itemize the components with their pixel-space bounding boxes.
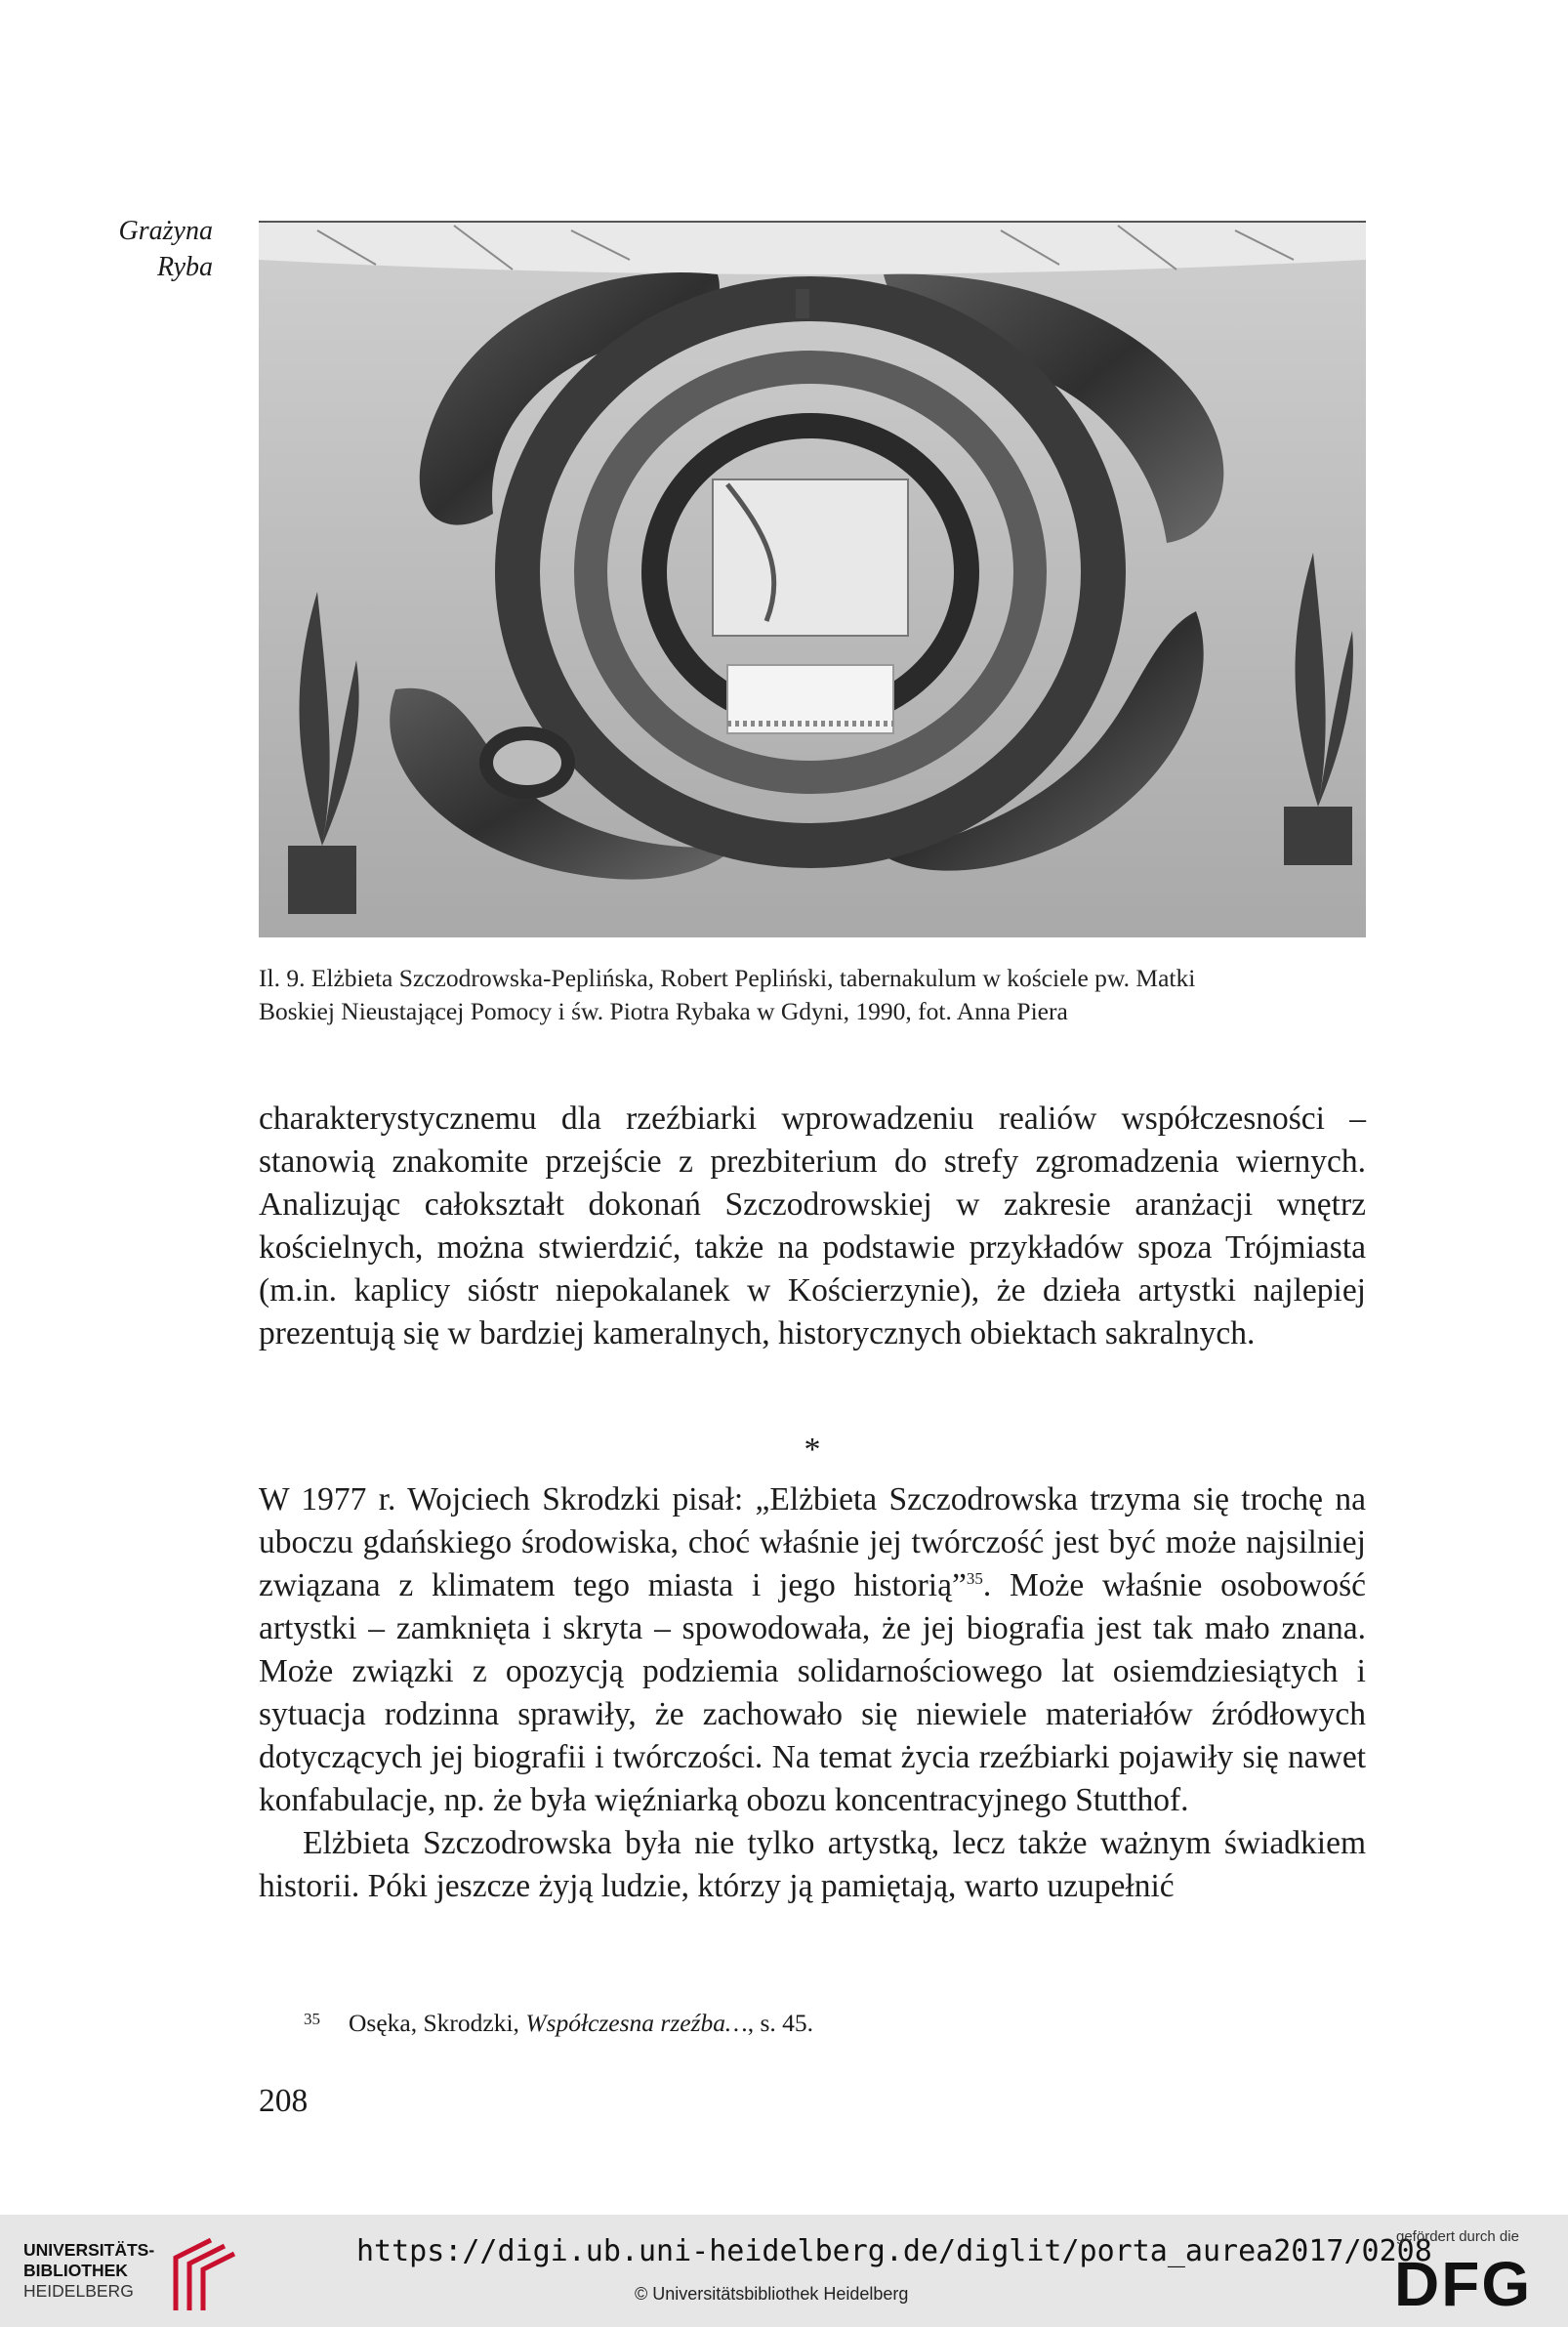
footnote-pages: , s. 45. — [747, 2009, 813, 2037]
copyright-notice: © Universitätsbibliothek Heidelberg — [635, 2284, 909, 2304]
paragraph — [259, 1478, 1366, 1822]
running-head-author — [59, 213, 213, 285]
funding-note: gefördert durch die — [1396, 2228, 1519, 2245]
library-name-line: UNIVERSITÄTS- — [23, 2240, 155, 2260]
footnote-authors: Osęka, Skrodzki, — [349, 2009, 526, 2037]
library-name-line: HEIDELBERG — [23, 2281, 134, 2301]
library-name-line: BIBLIOTHEK — [23, 2261, 128, 2280]
author-first-name: Grażyna — [118, 216, 213, 246]
footnote-title: Współczesna rzeźba… — [525, 2009, 748, 2037]
paragraph-text: . Może właśnie osobowość artystki – zamknięta i skryta – spowodowała, że jej biografia jest tak mało znana. Może związki z opozycją podziemia solidarnościowego lat osiemdziesiątych i sytuacja rodzinna sprawiły, że zachowało się niewiele materiałów źródłowych dotyczących jej biografii i twórczości. Na temat życia rzeźbiarki pojawiły się nawet konfabulacje, np. że była więźniarką obozu koncentracyjnego Stutthof. — [259, 1567, 1366, 1818]
permalink-url[interactable]: https://digi.ub.uni-heidelberg.de/diglit/porta_aurea2017/0208 — [356, 2234, 1432, 2268]
library-logo[interactable] — [23, 2240, 228, 2308]
page-number: 208 — [259, 2083, 309, 2119]
body-text-bottom — [259, 1478, 1366, 1908]
library-name — [23, 2240, 154, 2302]
viewer-footer — [0, 2215, 1568, 2327]
figure-caption — [259, 962, 1366, 1028]
footnote-number: 35 — [304, 2010, 320, 2028]
paragraph: Elżbieta Szczodrowska była nie tylko artystką, lecz także ważnym świadkiem historii. Póki jeszcze żyją ludzie, którzy ją pamiętają, warto uzupełnić — [259, 1825, 1366, 1904]
caption-line: Boskiej Nieustającej Pomocy i św. Piotra Rybaka w Gdyni, 1990, fot. Anna Piera — [259, 997, 1068, 1025]
tabernacle-sculpture-photo-icon — [259, 221, 1366, 937]
footnote-reference[interactable]: 35 — [966, 1568, 983, 1588]
section-separator: * — [804, 1432, 821, 1468]
footnote — [259, 2007, 1366, 2040]
library-mark-icon — [156, 2234, 240, 2314]
paragraph: charakterystycznemu dla rzeźbiarki wprowadzeniu realiów współczesności – stanowią znakomite przejście z prezbiterium do strefy zgromadzenia wiernych. Analizując całokształt dokonań Szczodrowskiej w zakresie aranżacji wnętrz kościelnych, można stwierdzić, także na podstawie przykładów spoza Trójmiasta (m.in. kaplicy sióstr niepokalanek w Kościerzynie), że dzieła artystki najlepiej prezentują się w bardziej kameralnych, historycznych obiektach sakralnych. — [259, 1101, 1366, 1351]
footnote-text — [349, 2007, 1366, 2040]
paragraph-text: W 1977 r. Wojciech Skrodzki pisał: „Elżbieta Szczodrowska trzyma się trochę na uboczu gdańskiego środowiska, choć właśnie jej twórczość jest być może najsilniej związana z klimatem tego miasta i jego historią” — [259, 1481, 1366, 1603]
caption-line: Il. 9. Elżbieta Szczodrowska-Peplińska, Robert Pepliński, tabernakulum w kościele pw. Matki — [259, 964, 1196, 992]
figure-photo — [259, 221, 1366, 937]
dfg-logo[interactable]: DFG — [1394, 2249, 1533, 2319]
author-last-name: Ryba — [156, 252, 213, 282]
body-text-top — [259, 1098, 1366, 1355]
